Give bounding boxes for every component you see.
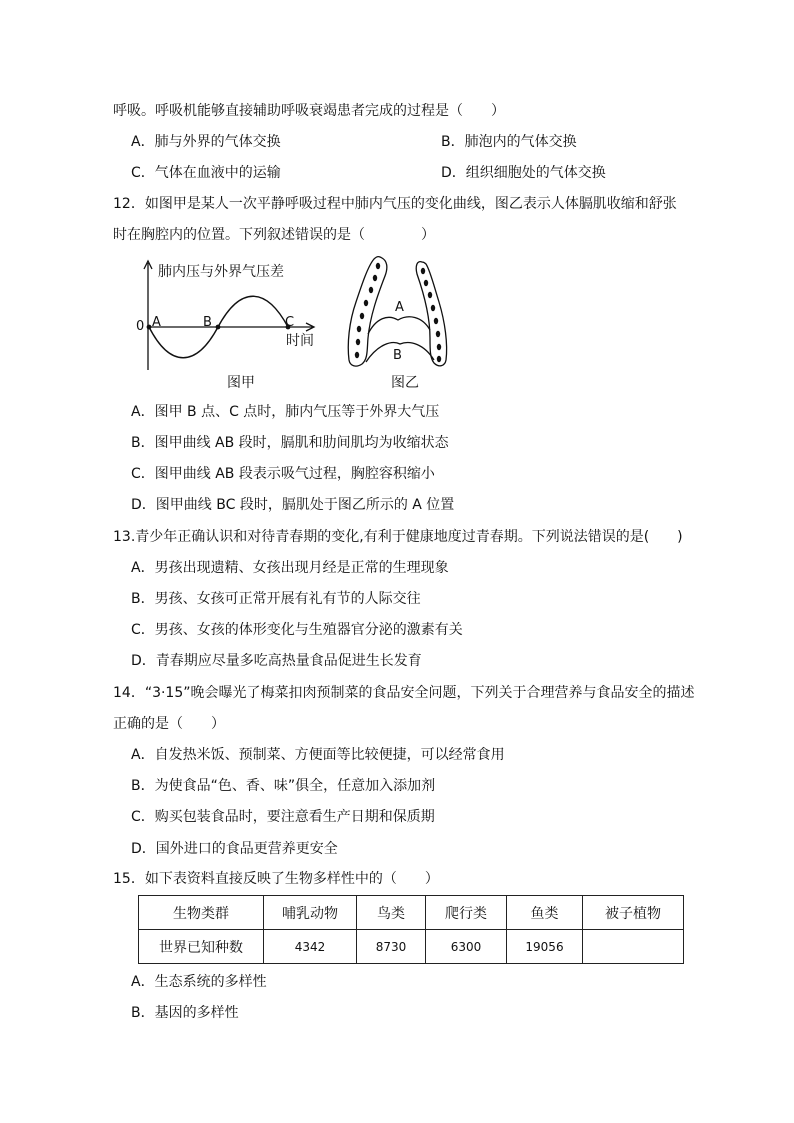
figure-jia-origin: 0 [136, 319, 145, 334]
q14-stem-line2: 正确的是（ ） [113, 716, 225, 732]
q14-option-d: D．国外进口的食品更营养更安全 [131, 841, 338, 857]
q13-option-d: D．青春期应尽量多吃高热量食品促进生长发育 [131, 653, 422, 669]
table-cell: 19056 [507, 930, 583, 964]
table-header-cell: 生物类群 [139, 896, 264, 930]
table-header-cell: 鱼类 [507, 896, 583, 930]
table-cell: 世界已知种数 [139, 930, 264, 964]
table-cell: 6300 [426, 930, 507, 964]
q14-option-a: A．自发热米饭、预制菜、方便面等比较便捷，可以经常食用 [131, 747, 505, 763]
q12-option-a: A．图甲 B 点、C 点时，肺内气压等于外界大气压 [131, 404, 440, 420]
table-header-cell: 鸟类 [357, 896, 426, 930]
q14-stem-line1: 14．“3·15”晚会曝光了梅菜扣肉预制菜的食品安全问题，下列关于合理营养与食品安全的描述 [113, 685, 695, 701]
figure-yi-label-b: B [393, 348, 402, 363]
table-cell [583, 930, 684, 964]
q14-option-c: C．购买包装食品时，要注意看生产日期和保质期 [131, 809, 435, 825]
q11-option-b: B．肺泡内的气体交换 [441, 134, 577, 150]
figure-jia-point-a: A [152, 315, 161, 330]
table-row [139, 930, 684, 964]
figure-jia-ylabel: 肺内压与外界气压差 [158, 264, 284, 280]
q12-stem-line1: 12．如图甲是某人一次平静呼吸过程中肺内气压的变化曲线，图乙表示人体膈肌收缩和舒张 [113, 196, 677, 212]
figure-jia-point-c: C [285, 315, 295, 330]
table-cell: 8730 [357, 930, 426, 964]
figure-jia-point-b: B [203, 315, 212, 330]
point-b-marker [216, 325, 221, 330]
table-cell: 4342 [264, 930, 357, 964]
q12-stem-line2: 时在胸腔内的位置。下列叙述错误的是（ ） [113, 227, 435, 243]
q13-option-a: A．男孩出现遗精、女孩出现月经是正常的生理现象 [131, 560, 449, 576]
q15-stem: 15．如下表资料直接反映了生物多样性中的（ ） [113, 871, 439, 887]
table-header-row [139, 896, 684, 930]
table-header-cell: 爬行类 [426, 896, 507, 930]
figure-jia-caption: 图甲 [227, 375, 255, 391]
q15-option-b: B．基因的多样性 [131, 1005, 239, 1021]
figure-yi-caption: 图乙 [391, 375, 419, 391]
q12-option-d: D．图甲曲线 BC 段时，膈肌处于图乙所示的 A 位置 [131, 497, 455, 513]
q11-option-d: D．组织细胞处的气体交换 [441, 165, 606, 181]
diaphragm-a [368, 317, 430, 334]
table-header-cell: 被子植物 [583, 896, 684, 930]
q12-option-b: B．图甲曲线 AB 段时，膈肌和肋间肌均为收缩状态 [131, 435, 449, 451]
q11-stem: 呼吸。呼吸机能够直接辅助呼吸衰竭患者完成的过程是（ ） [113, 103, 505, 119]
point-a-marker [147, 325, 152, 330]
species-table [138, 895, 684, 964]
q11-option-a: A．肺与外界的气体交换 [131, 134, 281, 150]
right-rib-wall [416, 262, 446, 366]
q14-option-b: B．为使食品“色、香、味”俱全，任意加入添加剂 [131, 778, 436, 794]
q11-option-c: C．气体在血液中的运输 [131, 165, 281, 181]
q13-option-c: C．男孩、女孩的体形变化与生殖器官分泌的激素有关 [131, 622, 463, 638]
q15-option-a: A．生态系统的多样性 [131, 974, 267, 990]
q12-option-c: C．图甲曲线 AB 段表示吸气过程，胸腔容积缩小 [131, 466, 435, 482]
table-header-cell: 哺乳动物 [264, 896, 357, 930]
figure-yi-label-a: A [395, 300, 404, 315]
q13-option-b: B．男孩、女孩可正常开展有礼有节的人际交往 [131, 591, 421, 607]
left-rib-wall [348, 257, 387, 366]
figure-jia-xlabel: 时间 [286, 333, 314, 349]
q13-stem: 13.青少年正确认识和对待青春期的变化,有利于健康地度过青春期。下列说法错误的是( ) [113, 529, 683, 545]
